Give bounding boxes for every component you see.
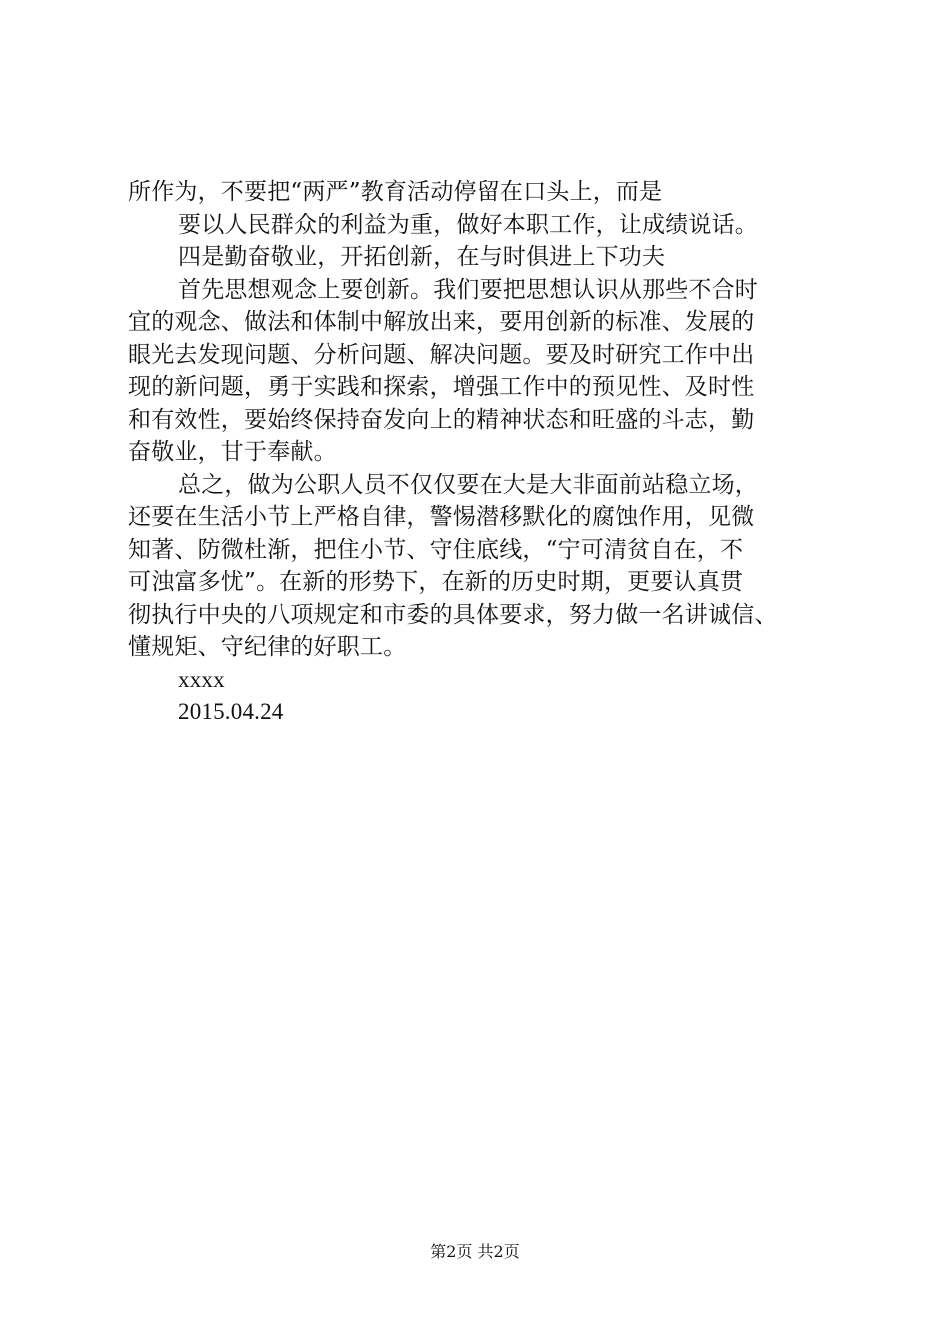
page-footer bbox=[0, 1241, 950, 1263]
text-line: 和有效性，要始终保持奋发向上的精神状态和旺盛的斗志，勤 bbox=[128, 406, 755, 433]
text-line: 要以人民群众的利益为重，做好本职工作，让成绩说话。 bbox=[178, 211, 758, 238]
text-line: 知著、防微杜渐，把住小节、守住底线，“宁可清贫自在，不 bbox=[128, 536, 744, 563]
text-line: 宜的观念、做法和体制中解放出来，要用创新的标准、发展的 bbox=[128, 309, 755, 335]
page-number-label: 第2页 共2页 bbox=[430, 1242, 520, 1261]
document-body bbox=[128, 176, 848, 729]
text-line: 可浊富多忧”。在新的形势下，在新的历史时期，更要认真贯 bbox=[128, 569, 744, 595]
text-line: 眼光去发现问题、分析问题、解决问题。要及时研究工作中出 bbox=[128, 341, 755, 368]
document-date: 2015.04.24 bbox=[178, 699, 284, 724]
text-line: 彻执行中央的八项规定和市委的具体要求，努力做一名讲诚信、 bbox=[128, 601, 778, 628]
text-line: 奋敬业，甘于奉献。 bbox=[128, 439, 337, 465]
signature: xxxx bbox=[178, 666, 225, 692]
text-line: 懂规矩、守纪律的好职工。 bbox=[128, 634, 407, 660]
text-line: 所作为，不要把“两严”教育活动停留在口头上，而是 bbox=[128, 179, 663, 205]
text-line: 还要在生活小节上严格自律，警惕潜移默化的腐蚀作用，见微 bbox=[128, 504, 755, 530]
text-line: 总之，做为公职人员不仅仅要在大是大非面前站稳立场， bbox=[178, 471, 758, 498]
text-line: 首先思想观念上要创新。我们要把思想认识从那些不合时 bbox=[178, 276, 758, 303]
text-line: 现的新问题，勇于实践和探索，增强工作中的预见性、及时性 bbox=[128, 374, 755, 400]
section-heading: 四是勤奋敬业，开拓创新，在与时俱进上下功夫 bbox=[178, 244, 666, 270]
